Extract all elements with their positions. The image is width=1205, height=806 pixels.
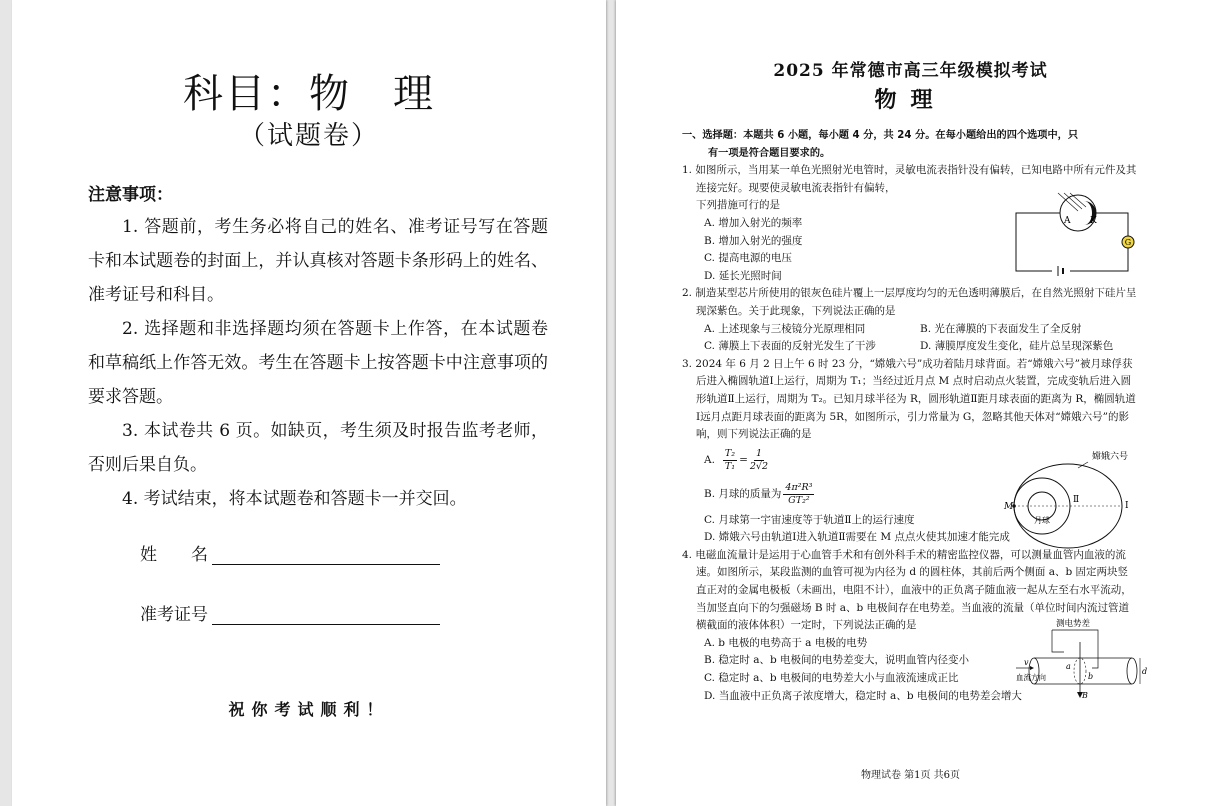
question-stem-cont: 下列措施可行的是	[696, 199, 780, 212]
cover-page	[12, 0, 606, 806]
name-blank[interactable]	[212, 545, 440, 565]
notice-title: 注意事项：	[88, 185, 173, 205]
equals-sign: =	[739, 453, 748, 466]
fraction	[750, 448, 768, 473]
option-c: C. 提高电源的电压	[704, 252, 792, 265]
question-stem: 4. 电磁血流量计是运用于心血管手术和有创外科手术的精密监控仪器，可以测量血管内血液的流速。如图所示，某段监测的血管可视为内径为 d 的圆柱体，其前后两个侧面 a、b 固定两块竖直正对的金属电极板（未画出，电阻不计），血液中的正负离子随血液一起从左至右水平流动，当加竖直向下的匀强磁场 B 时 a、b 电极间存在电势差。当血液的流量（单位时间内流过管道横截面的液体体积）一定时，下列说法正确的是	[682, 548, 1132, 632]
blessing: 祝你考试顺利！	[228, 700, 390, 719]
label-d: d	[1142, 667, 1148, 676]
option-b: B. 稳定时 a、b 电极间的电势差变大，说明血管内径变小	[704, 654, 970, 667]
option-b: B. 增加入射光的强度	[704, 234, 803, 247]
exam-page	[616, 0, 1205, 806]
fraction-denominator: 2√2	[749, 461, 769, 473]
section-title-line2: 有一项是符合题目要求的。	[708, 147, 831, 159]
label-a: A	[1064, 216, 1071, 226]
option-d: D. 薄膜厚度发生变化，硅片总呈现深紫色	[920, 340, 1114, 353]
label-orbit-1: Ⅰ	[1125, 501, 1129, 511]
option-a: A. 上述现象与三棱镜分光原理相同	[704, 322, 866, 335]
option-row	[682, 338, 1138, 356]
question-stem: 3. 2024 年 6 月 2 日上午 6 时 23 分，“嫦娥六号”成功着陆月球背面。若“嫦娥六号”被月球俘获后进入椭圆轨道Ⅰ上运行，周期为 T₁；当经过近月点 M 点时启动点火装置，完成变轨后进入圆形轨道Ⅱ上运行，周期为 T₂。已知月球半径为 R，圆形轨道Ⅱ距月球表面的距离为 R，椭圆轨道Ⅰ远月点距月球表面的距离为 5R，如图所示，引力常量为 G，忽略其他天体对“嫦娥六号”的影响，则下列说法正确的是	[682, 357, 1136, 441]
label-moon: 月球	[1034, 516, 1050, 525]
label-probe: 嫦娥六号	[1092, 452, 1129, 462]
option-d: D. 当血液中正负离子浓度增大，稳定时 a、b 电极间的电势差会增大	[704, 689, 1022, 702]
question-stem: 1. 如图所示，当用某一单色光照射光电管时，灵敏电流表指针没有偏转，已知电路中所有元件及其连接完好。现要使灵敏电流表指针有偏转，	[682, 164, 1137, 194]
label-orbit-2: Ⅱ	[1073, 495, 1080, 505]
option-row	[682, 321, 1138, 339]
page-footer: 物理试卷 第1页 共6页	[860, 770, 961, 781]
name-label: 姓 名	[140, 545, 208, 565]
fraction	[723, 448, 737, 473]
question-stem: 2. 制造某型芯片所使用的银灰色硅片覆上一层厚度均匀的无色透明薄膜后，在自然光照射下硅片呈现深紫色。关于此现象，下列说法正确的是	[682, 287, 1137, 317]
label-b: b	[1088, 672, 1094, 681]
option-d: D. 延长光照时间	[704, 269, 782, 282]
fraction	[783, 482, 814, 507]
section-title	[682, 127, 1138, 162]
exam-id-blank[interactable]	[212, 605, 440, 625]
question-2	[682, 285, 1138, 355]
label-m: M	[1004, 502, 1014, 512]
name-field	[140, 540, 440, 565]
cover-subtitle: （试题卷）	[238, 121, 379, 151]
option-d: D. 嫦娥六号由轨道Ⅰ进入轨道Ⅱ需要在 M 点点火使其加速才能完成	[704, 531, 1010, 544]
vessel-end-right	[1127, 658, 1137, 684]
section-title-line1: 一、选择题：本题共 6 小题，每小题 4 分，共 24 分。在每小题给出的四个选项中，只	[682, 130, 1079, 141]
label-field-b: B	[1082, 691, 1088, 700]
option-a: A. b 电极的电势高于 a 电极的电势	[704, 636, 868, 649]
fraction-numerator: T₂	[724, 448, 736, 460]
label-k: K	[1090, 216, 1097, 226]
fraction-denominator: T₁	[724, 461, 736, 473]
exam-id-field	[140, 600, 440, 625]
fraction-numerator: 4π²R³	[785, 482, 813, 494]
flow-arrowhead	[1030, 666, 1034, 670]
photoelectric-circuit-figure	[1012, 193, 1142, 283]
notice-item: 2. 选择题和非选择题均须在答题卡上作答，在本试题卷和草稿纸上作答无效。考生在答题卡上按答题卡中注意事项的要求答题。	[88, 319, 548, 407]
option-a-label: A.	[704, 453, 715, 466]
cover-title: 科目：物 理	[183, 71, 435, 117]
option-c: C. 稳定时 a、b 电极间的电势差大小与血液流速成正比	[704, 672, 959, 685]
exam-id-label: 准考证号	[140, 605, 208, 625]
label-v: v	[1024, 658, 1029, 667]
exam-header: 2025 年常德市高三年级模拟考试	[773, 61, 1048, 81]
option-b-label: B. 月球的质量为	[704, 487, 782, 500]
fraction-numerator: 1	[755, 448, 762, 460]
lunar-orbit-figure	[1000, 450, 1142, 558]
flowmeter-figure	[1016, 612, 1146, 700]
label-measure: 测电势差	[1056, 619, 1091, 629]
option-c: C. 薄膜上下表面的反射光发生了干涉	[704, 340, 876, 353]
notice-item: 1. 答题前，考生务必将自己的姓名、准考证号写在答题卡和本试题卷的封面上，并认真核对答题卡条形码上的姓名、准考证号和科目。	[88, 217, 548, 305]
lead-wire-b	[1052, 630, 1098, 668]
exam-subject: 物理	[874, 88, 947, 113]
notice-list	[88, 210, 548, 516]
option-b: B. 光在薄膜的下表面发生了全反射	[920, 322, 1082, 335]
option-a: A. 增加入射光的频率	[704, 216, 803, 229]
label-g: G	[1124, 238, 1132, 247]
label-a: a	[1066, 662, 1071, 671]
lead-wire-a	[1052, 630, 1064, 652]
fraction-denominator: GT₂²	[788, 495, 810, 507]
notice-item: 3. 本试卷共 6 页。如缺页，考生须及时报告监考老师，否则后果自负。	[88, 421, 548, 475]
notice-item: 4. 考试结束，将本试题卷和答题卡一并交回。	[122, 489, 467, 509]
label-flow-direction: 血流方向	[1016, 673, 1046, 682]
option-c: C. 月球第一宇宙速度等于轨道Ⅱ上的运行速度	[704, 513, 915, 526]
